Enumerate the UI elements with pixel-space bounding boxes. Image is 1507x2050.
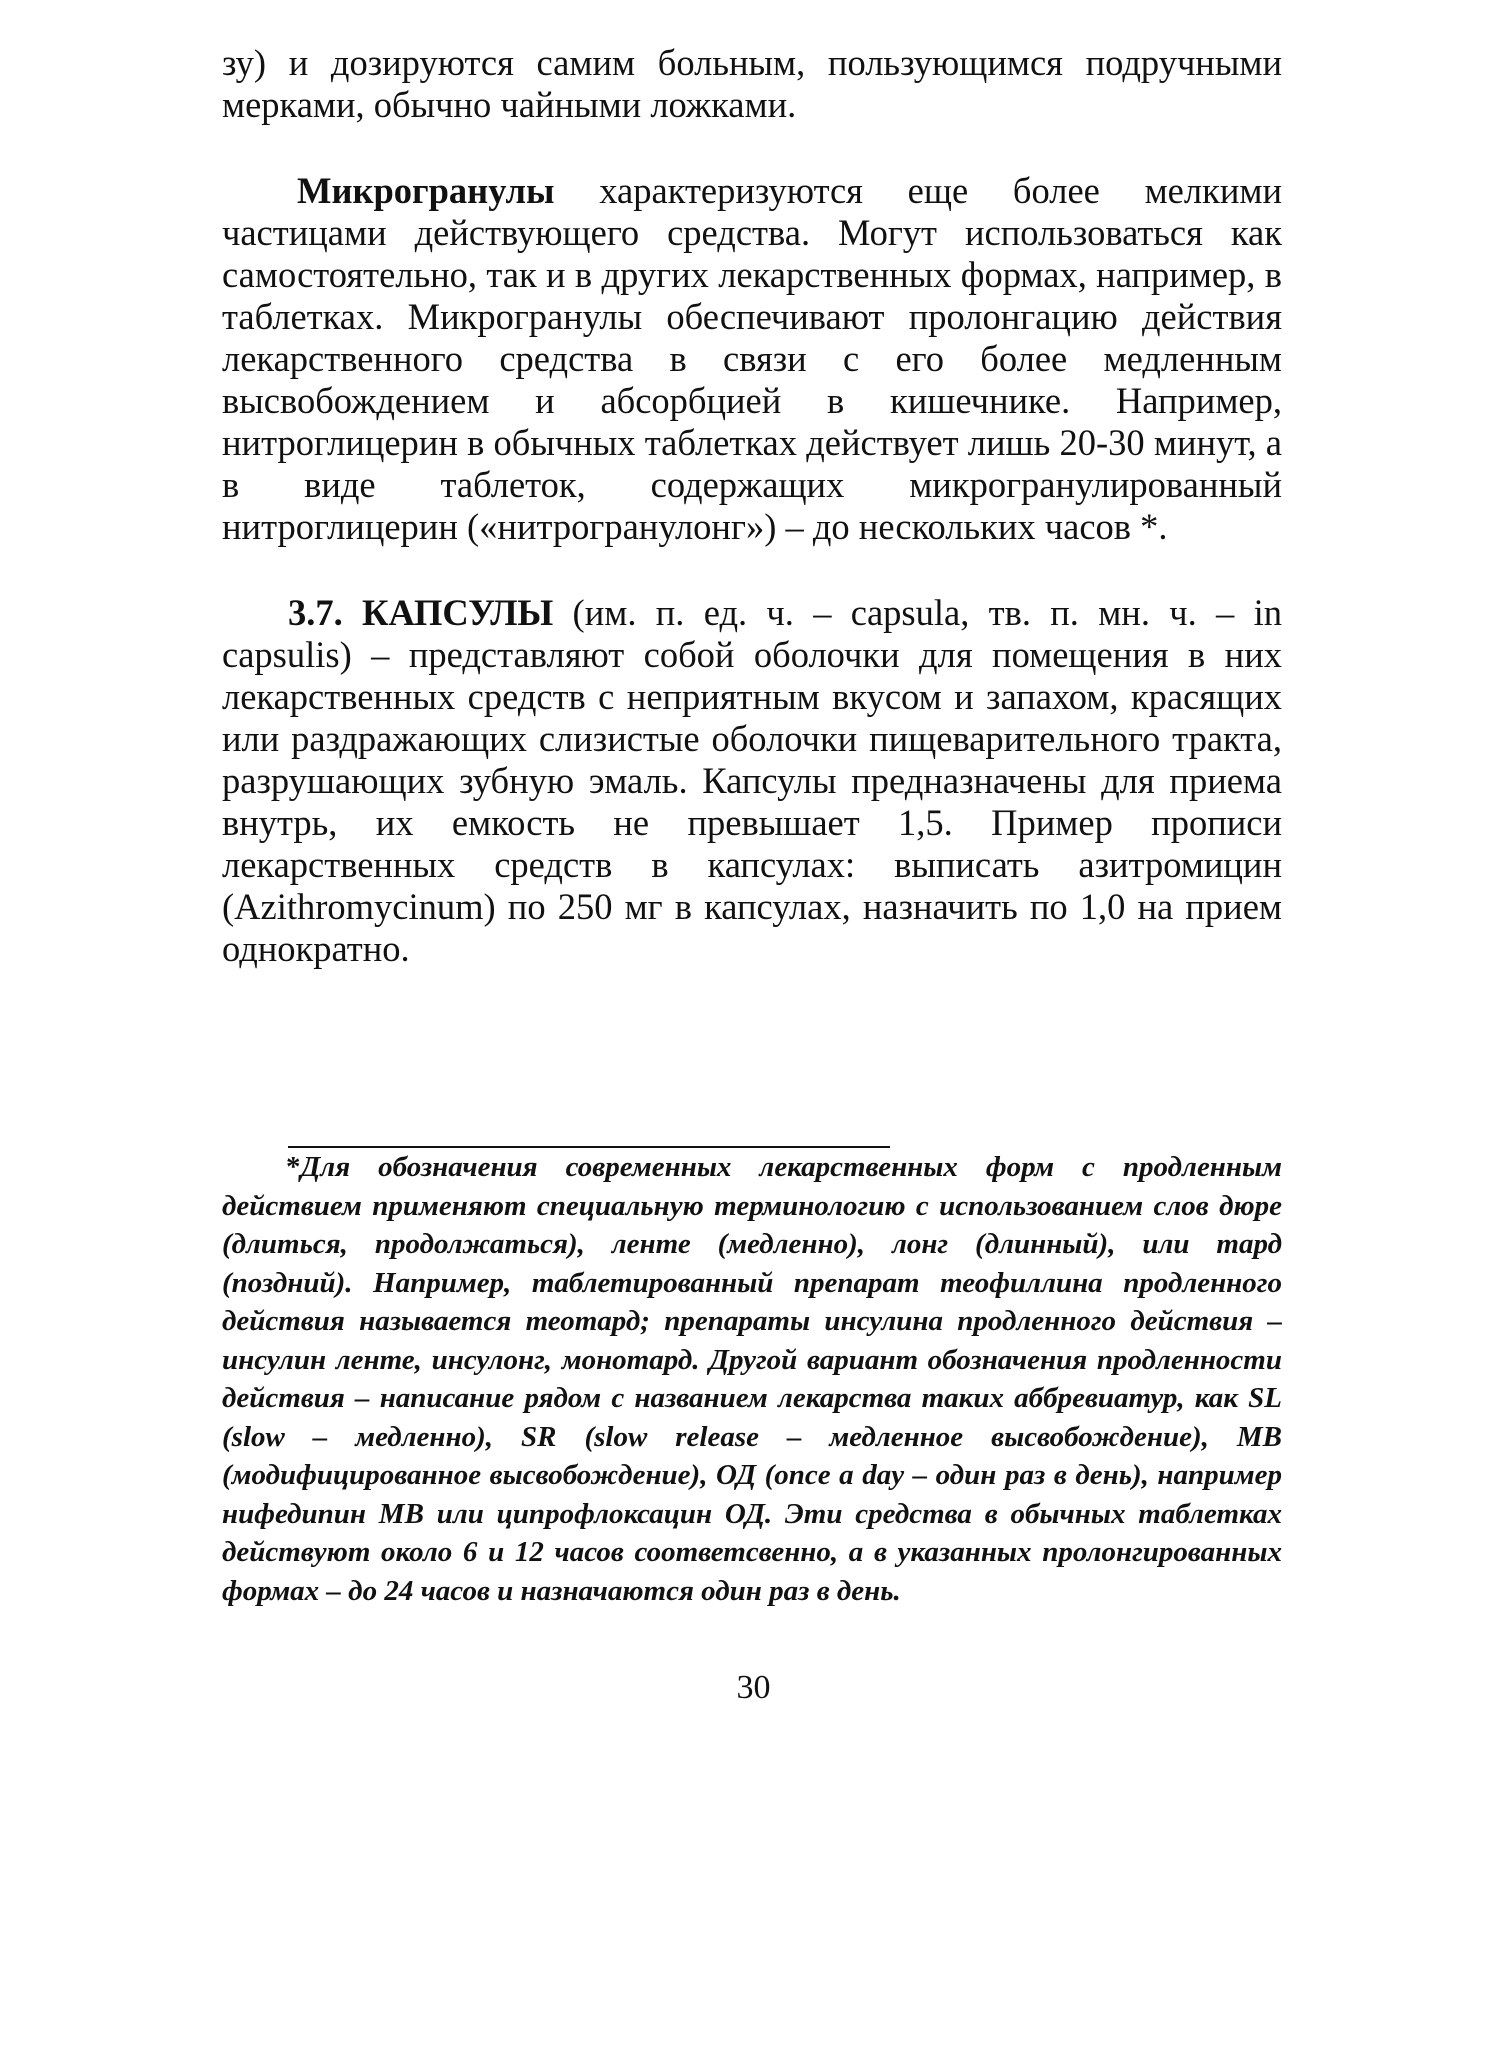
section-capsules-text: (им. п. ед. ч. – capsula, тв. п. мн. ч. – in capsulis) – представляют собой оболочки для помещения в них лекарственных средств с неприятным вкусом и запахом, красящих или раздражающих слизистые оболочки пищеварительного тракта, разрушающих зубную эмаль. Капсулы предназначены для приема внутрь, их емкость не превышает 1,5. Пример прописи лекарственных средств в капсулах: выписать азитромицин (Azithromycinum) по 250 мг в капсулах, назначить по 1,0 на прием однократно. xyxy=(222,592,1282,969)
footnote-text: Для обозначения современных лекарственных форм с продленным действием применяют специальную терминологию с использованием слов дюре (длиться, продолжаться), ленте (медленно), лонг (длинный), или тард (поздний). Например, таблетированный препарат теофиллина продленного действия называется теотард; препараты инсулина продленного действия – инсулин ленте, инсулонг, монотард. Другой вариант обозначения продленности действия – написание рядом с названием лекарства таких аббревиатур, как SL (slow – медленно), SR (slow release – медленное высвобождение), MB (модифицированное высвобождение), ОД (once a day – один раз в день), например нифедипин MB или ципрофлоксацин ОД. Эти средства в обычных таблетках действуют около 6 и 12 часов соответсвенно, а в указанных пролонгированных формах – до 24 часов и назначаются один раз в день. xyxy=(222,1151,1282,1607)
section-heading-capsules: 3.7. КАПСУЛЫ xyxy=(288,592,554,633)
page-number: 30 xyxy=(736,1669,771,1706)
paragraph-continuation: зу) и дозируются самим больным, пользующимся подручными мерками, обычно чайными ложками. xyxy=(222,42,1282,125)
term-microgranules: Микрогранулы xyxy=(297,170,555,211)
paragraph-microgranules-text: характеризуются еще более мелкими частицами действующего средства. Могут использоваться как самостоятельно, так и в других лекарственных формах, например, в таблетках. Микрогранулы обеспечивают пролонгацию действия лекарственного средства в связи с его более медленным высвобождением и абсорбцией в кишечнике. Например, нитроглицерин в обычных таблетках действует лишь 20-30 минут, а в виде таблеток, содержащих микрогранулированный нитроглицерин («нитрогранулонг») – до нескольких часов *. xyxy=(222,170,1282,547)
footnote-marker: * xyxy=(286,1151,301,1183)
footnote xyxy=(222,1148,1282,1610)
section-capsules xyxy=(222,592,1282,970)
paragraph-microgranules xyxy=(222,170,1282,548)
page-body xyxy=(222,42,1282,970)
